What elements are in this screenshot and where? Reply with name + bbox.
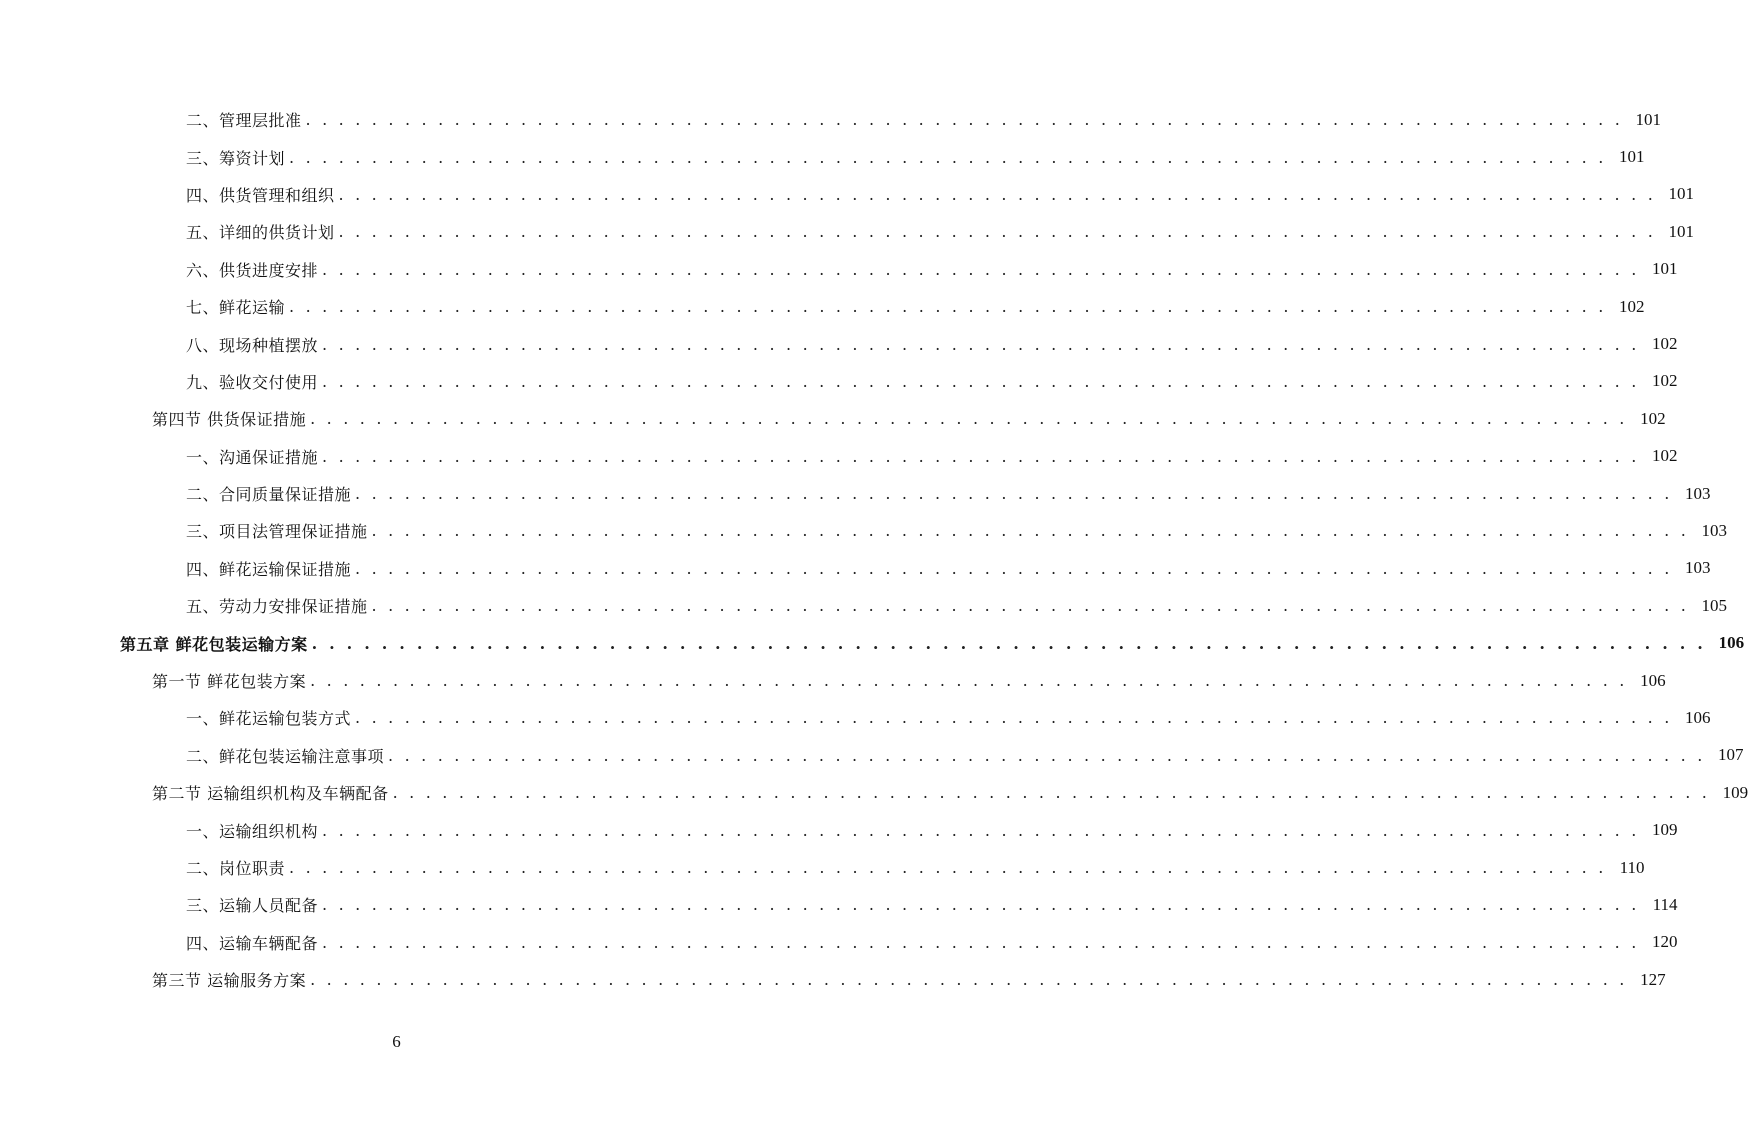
dot-leader: . . . . . . . . . . . . . . . . . . . . . . . . . . . . . . . . . . . . . . . . . . . . . . . . . . . . . . . . . . . . . . . . . . . . . . . . . . . . . . . . xyxy=(371,521,1689,541)
toc-entry-page-number: 102 xyxy=(1651,446,1678,466)
toc-entry-page-number: 102 xyxy=(1618,296,1645,316)
toc-entry-item[interactable] xyxy=(0,138,1645,175)
toc-entry-item[interactable] xyxy=(0,924,1678,961)
toc-entry-page-number: 110 xyxy=(1619,857,1645,877)
toc-entry-title: 第二节 运输组织机构及车辆配备 xyxy=(152,784,389,804)
toc-entry-page-number: 102 xyxy=(1651,371,1678,391)
toc-entry-section[interactable] xyxy=(0,961,1666,998)
dot-leader: . . . . . . . . . . . . . . . . . . . . . . . . . . . . . . . . . . . . . . . . . . . . . . . . . . . . . . . . . . . . . . . . . . . . . . . . . . . . . . . . xyxy=(322,820,1640,840)
page-number: 6 xyxy=(392,1032,401,1051)
toc-entry-title: 九、验收交付使用 xyxy=(186,372,319,392)
toc-entry-title: 三、筹资计划 xyxy=(186,148,286,168)
toc-entry-title: 二、鲜花包装运输注意事项 xyxy=(186,746,385,766)
toc-entry-page-number: 106 xyxy=(1718,633,1745,653)
toc-entry-item[interactable] xyxy=(0,363,1678,400)
toc-entry-item[interactable] xyxy=(0,251,1678,288)
dot-leader: . . . . . . . . . . . . . . . . . . . . . . . . . . . . . . . . . . . . . . . . . . . . . . . . . . . . . . . . . . . . . . . . . . . . . . . . . . . . . . . . xyxy=(289,297,1607,317)
toc-entry-title: 二、岗位职责 xyxy=(186,859,286,878)
toc-entry-item[interactable] xyxy=(0,737,1744,774)
toc-entry-title: 一、鲜花运输包装方式 xyxy=(186,709,352,729)
toc-entry-page-number: 103 xyxy=(1684,483,1711,503)
toc-entry-page-number: 105 xyxy=(1701,595,1727,615)
dot-leader: . . . . . . . . . . . . . . . . . . . . . . . . . . . . . . . . . . . . . . . . . . . . . . . . . . . . . . . . . . . . . . . . . . . . . . . . . . . . . . . . xyxy=(355,484,1673,504)
toc-entry-title: 四、运输车辆配备 xyxy=(186,933,319,953)
dot-leader: . . . . . . . . . . . . . . . . . . . . . . . . . . . . . . . . . . . . . . . . . . . . . . . . . . . . . . . . . . . . . . . . . . . . . . . . . . . . . . . . xyxy=(322,446,1640,466)
toc-entry-title: 八、现场种植摆放 xyxy=(186,335,319,355)
toc-entry-page-number: 106 xyxy=(1640,670,1666,690)
dot-leader: . . . . . . . . . . . . . . . . . . . . . . . . . . . . . . . . . . . . . . . . . . . . . . . . . . . . . . . . . . . . . . . . . . . . . . . . . . . . . . . . xyxy=(388,745,1706,765)
toc-entry-title: 四、供货管理和组织 xyxy=(186,185,335,205)
toc-entry-item[interactable] xyxy=(0,587,1727,624)
toc-entry-item[interactable] xyxy=(0,213,1694,250)
dot-leader: . . . . . . . . . . . . . . . . . . . . . . . . . . . . . . . . . . . . . . . . . . . . . . . . . . . . . . . . . . . . . . . . . . . . . . . . . . . . . . . . xyxy=(305,110,1623,130)
toc-entry-page-number: 107 xyxy=(1717,745,1744,765)
toc-entry-page-number: 109 xyxy=(1651,820,1678,840)
toc-entry-title: 七、鲜花运输 xyxy=(186,298,286,318)
toc-entry-title: 第四节 供货保证措施 xyxy=(152,410,307,430)
toc-entry-title: 二、管理层批准 xyxy=(186,111,302,131)
toc-entry-title: 一、沟通保证措施 xyxy=(186,447,319,467)
toc-entry-page-number: 101 xyxy=(1618,147,1645,167)
toc-entry-title: 三、项目法管理保证措施 xyxy=(186,522,368,542)
dot-leader: . . . . . . . . . . . . . . . . . . . . . . . . . . . . . . . . . . . . . . . . . . . . . . . . . . . . . . . . . . . . . . . . . . . . . . . . . . . . . . . . xyxy=(322,932,1640,952)
toc-entry-section[interactable] xyxy=(0,774,1748,811)
toc-entry-item[interactable] xyxy=(0,101,1661,138)
toc-entry-page-number: 109 xyxy=(1722,782,1748,802)
toc-entry-title: 四、鲜花运输保证措施 xyxy=(186,559,352,579)
dot-leader: . . . . . . . . . . . . . . . . . . . . . . . . . . . . . . . . . . . . . . . . . . . . . . . . . . . . . . . . . . . . . . . . . . . . . . . . . . . . . . . . xyxy=(355,558,1673,578)
toc-entry-item[interactable] xyxy=(0,475,1711,512)
toc-entry-title: 二、合同质量保证措施 xyxy=(186,485,352,505)
toc-entry-page-number: 102 xyxy=(1640,408,1666,428)
dot-leader: . . . . . . . . . . . . . . . . . . . . . . . . . . . . . . . . . . . . . . . . . . . . . . . . . . . . . . . . . . . . . . . . . . . . . . . . . . . . . . . . xyxy=(322,371,1640,391)
toc-entry-title: 一、运输组织机构 xyxy=(186,821,319,841)
toc-entry-item[interactable] xyxy=(0,811,1678,848)
dot-leader: . . . . . . . . . . . . . . . . . . . . . . . . . . . . . . . . . . . . . . . . . . . . . . . . . . . . . . . . . . . . . . . . . . . . . . . . . . . . . . . . xyxy=(338,222,1656,242)
dot-leader: . . . . . . . . . . . . . . . . . . . . . . . . . . . . . . . . . . . . . . . . . . . . . . . . . . . . . . . . . . . . . . . . . . . . . . . . . . . . . . . . xyxy=(311,633,1707,653)
dot-leader: . . . . . . . . . . . . . . . . . . . . . . . . . . . . . . . . . . . . . . . . . . . . . . . . . . . . . . . . . . . . . . . . . . . . . . . . . . . . . . . . xyxy=(322,895,1640,915)
table-of-contents xyxy=(0,101,1748,998)
toc-entry-page-number: 101 xyxy=(1635,109,1661,129)
toc-entry-item[interactable] xyxy=(0,849,1645,886)
toc-entry-item[interactable] xyxy=(0,176,1694,213)
toc-entry-chapter[interactable] xyxy=(0,624,1745,661)
toc-entry-item[interactable] xyxy=(0,550,1711,587)
toc-entry-page-number: 103 xyxy=(1701,520,1727,540)
toc-entry-title: 五、详细的供货计划 xyxy=(186,223,335,243)
dot-leader: . . . . . . . . . . . . . . . . . . . . . . . . . . . . . . . . . . . . . . . . . . . . . . . . . . . . . . . . . . . . . . . . . . . . . . . . . . . . . . . . xyxy=(338,184,1656,204)
toc-entry-page-number: 106 xyxy=(1684,707,1711,727)
toc-entry-title: 六、供货进度安排 xyxy=(186,260,319,280)
dot-leader: . . . . . . . . . . . . . . . . . . . . . . . . . . . . . . . . . . . . . . . . . . . . . . . . . . . . . . . . . . . . . . . . . . . . . . . . . . . . . . . . xyxy=(289,147,1607,167)
toc-entry-title: 三、运输人员配备 xyxy=(186,896,319,916)
toc-entry-page-number: 101 xyxy=(1668,184,1694,204)
toc-entry-page-number: 102 xyxy=(1651,334,1678,354)
toc-entry-title: 第五章 鲜花包装运输方案 xyxy=(120,634,308,654)
toc-entry-page-number: 103 xyxy=(1684,558,1711,578)
toc-entry-item[interactable] xyxy=(0,288,1645,325)
dot-leader: . . . . . . . . . . . . . . . . . . . . . . . . . . . . . . . . . . . . . . . . . . . . . . . . . . . . . . . . . . . . . . . . . . . . . . . . . . . . . . . . xyxy=(310,671,1628,691)
toc-entry-item[interactable] xyxy=(0,699,1711,736)
toc-entry-item[interactable] xyxy=(0,512,1727,549)
toc-entry-item[interactable] xyxy=(0,438,1678,475)
toc-entry-page-number: 101 xyxy=(1668,221,1694,241)
dot-leader: . . . . . . . . . . . . . . . . . . . . . . . . . . . . . . . . . . . . . . . . . . . . . . . . . . . . . . . . . . . . . . . . . . . . . . . . . . . . . . . . xyxy=(289,858,1607,877)
dot-leader: . . . . . . . . . . . . . . . . . . . . . . . . . . . . . . . . . . . . . . . . . . . . . . . . . . . . . . . . . . . . . . . . . . . . . . . . . . . . . . . . xyxy=(322,259,1640,279)
toc-entry-section[interactable] xyxy=(0,662,1666,699)
toc-entry-title: 第三节 运输服务方案 xyxy=(152,971,307,991)
dot-leader: . . . . . . . . . . . . . . . . . . . . . . . . . . . . . . . . . . . . . . . . . . . . . . . . . . . . . . . . . . . . . . . . . . . . . . . . . . . . . . . . xyxy=(322,334,1640,354)
toc-entry-title: 第一节 鲜花包装方案 xyxy=(152,672,307,692)
dot-leader: . . . . . . . . . . . . . . . . . . . . . . . . . . . . . . . . . . . . . . . . . . . . . . . . . . . . . . . . . . . . . . . . . . . . . . . . . . . . . . . . xyxy=(310,409,1628,429)
dot-leader: . . . . . . . . . . . . . . . . . . . . . . . . . . . . . . . . . . . . . . . . . . . . . . . . . . . . . . . . . . . . . . . . . . . . . . . . . . . . . . . . xyxy=(371,596,1689,616)
dot-leader: . . . . . . . . . . . . . . . . . . . . . . . . . . . . . . . . . . . . . . . . . . . . . . . . . . . . . . . . . . . . . . . . . . . . . . . . . . . . . . . . xyxy=(392,783,1711,803)
toc-entry-item[interactable] xyxy=(0,325,1678,362)
toc-entry-page-number: 127 xyxy=(1640,969,1666,989)
dot-leader: . . . . . . . . . . . . . . . . . . . . . . . . . . . . . . . . . . . . . . . . . . . . . . . . . . . . . . . . . . . . . . . . . . . . . . . . . . . . . . . . xyxy=(310,970,1628,990)
toc-entry-page-number: 114 xyxy=(1652,894,1678,914)
toc-entry-page-number: 101 xyxy=(1651,259,1678,279)
toc-entry-item[interactable] xyxy=(0,886,1678,923)
toc-entry-title: 五、劳动力安排保证措施 xyxy=(186,597,368,617)
toc-entry-page-number: 120 xyxy=(1651,932,1678,952)
toc-entry-section[interactable] xyxy=(0,400,1666,437)
dot-leader: . . . . . . . . . . . . . . . . . . . . . . . . . . . . . . . . . . . . . . . . . . . . . . . . . . . . . . . . . . . . . . . . . . . . . . . . . . . . . . . . xyxy=(355,708,1673,728)
